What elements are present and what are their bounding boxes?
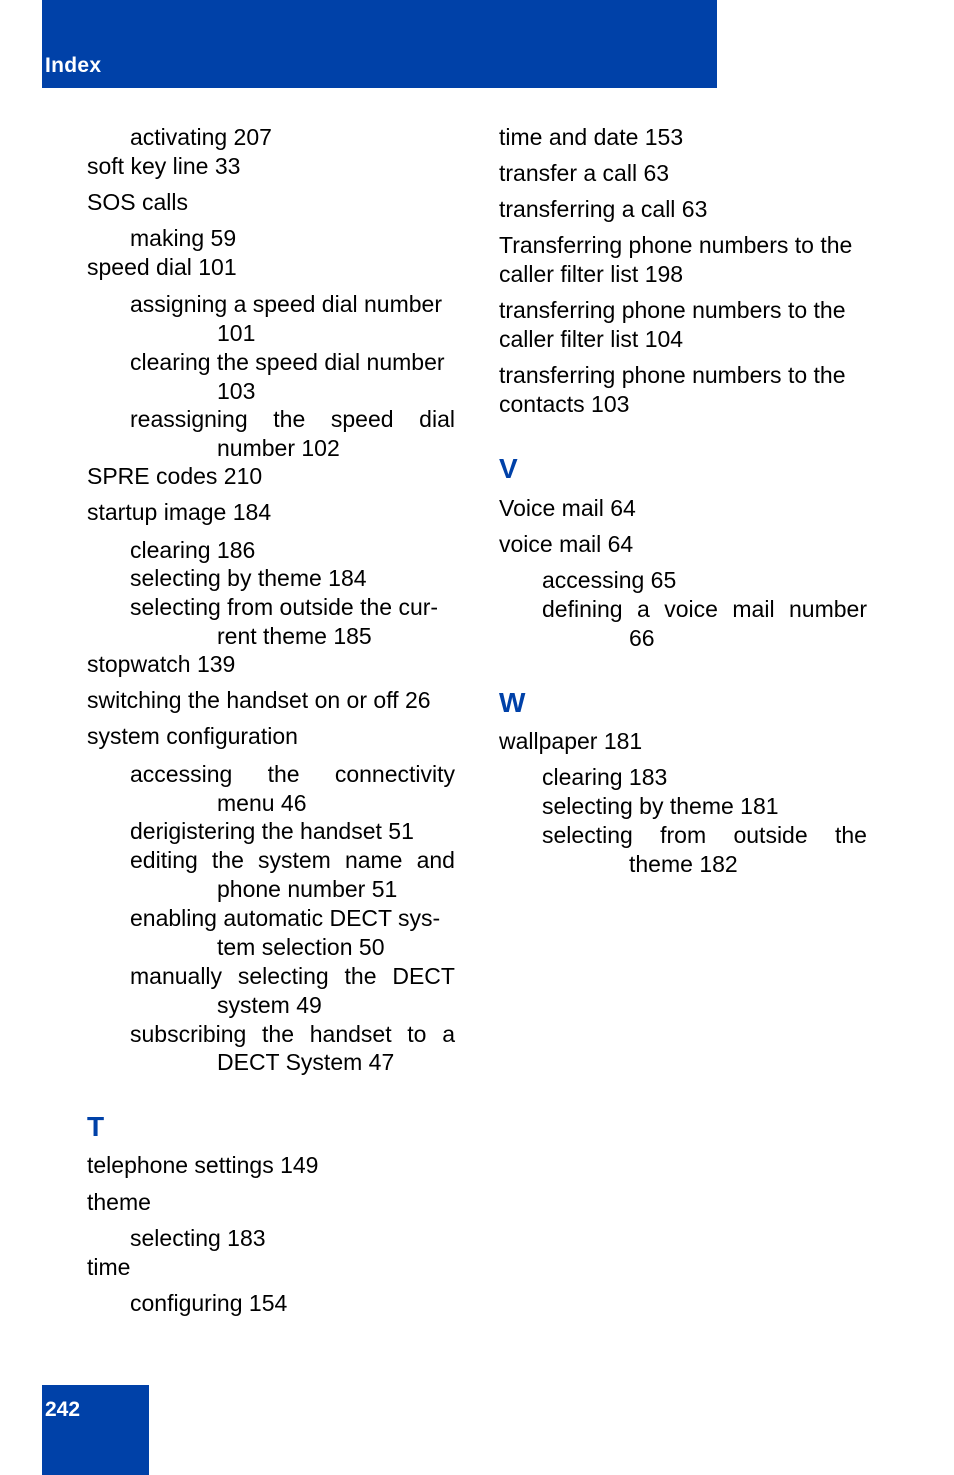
index-entry-continuation: caller filter list 104 bbox=[499, 326, 684, 352]
index-entry: SPRE codes 210 bbox=[87, 463, 263, 489]
index-entry: system configuration bbox=[87, 723, 298, 749]
index-entry: transferring phone numbers to the bbox=[499, 362, 846, 388]
index-subentry: reassigning the speed dial bbox=[130, 406, 455, 432]
index-subentry: editing the system name and bbox=[130, 847, 455, 873]
index-entry-continuation: contacts 103 bbox=[499, 391, 630, 417]
index-entry: theme bbox=[87, 1189, 151, 1215]
index-subentry: activating 207 bbox=[130, 124, 272, 150]
index-subentry: defining a voice mail number bbox=[542, 596, 867, 622]
index-subentry: configuring 154 bbox=[130, 1290, 288, 1316]
header-bar bbox=[42, 0, 717, 88]
index-entry-continuation: caller filter list 198 bbox=[499, 261, 684, 287]
index-subentry: making 59 bbox=[130, 225, 237, 251]
index-subentry: manually selecting the DECT bbox=[130, 963, 455, 989]
index-entry: soft key line 33 bbox=[87, 153, 241, 179]
index-subentry: selecting 183 bbox=[130, 1225, 266, 1251]
index-subentry: selecting by theme 181 bbox=[542, 793, 779, 819]
index-subentry: clearing 183 bbox=[542, 764, 668, 790]
index-subentry: selecting from outside the cur- bbox=[130, 594, 439, 620]
index-entry: time bbox=[87, 1254, 131, 1280]
page-number: 242 bbox=[45, 1398, 81, 1421]
page-header-title: Index bbox=[45, 54, 102, 77]
index-entry: switching the handset on or off 26 bbox=[87, 687, 431, 713]
index-entry: transferring phone numbers to the bbox=[499, 297, 846, 323]
index-entry: Voice mail 64 bbox=[499, 495, 636, 521]
index-subentry: selecting by theme 184 bbox=[130, 565, 367, 591]
index-entry: startup image 184 bbox=[87, 499, 272, 525]
index-entry: wallpaper 181 bbox=[499, 728, 643, 754]
index-subentry: selecting from outside the bbox=[542, 822, 867, 848]
index-entry: transferring a call 63 bbox=[499, 196, 708, 222]
index-entry: telephone settings 149 bbox=[87, 1152, 319, 1178]
index-subentry: enabling automatic DECT sys- bbox=[130, 905, 441, 931]
index-entry: Transferring phone numbers to the bbox=[499, 232, 853, 258]
index-subentry: accessing the connectivity bbox=[130, 761, 455, 787]
index-subentry: derigistering the handset 51 bbox=[130, 818, 414, 844]
index-entry: SOS calls bbox=[87, 189, 188, 215]
index-entry: transfer a call 63 bbox=[499, 160, 670, 186]
index-subentry: clearing the speed dial number bbox=[130, 349, 445, 375]
index-subentry: assigning a speed dial number bbox=[130, 291, 442, 317]
index-entry: time and date 153 bbox=[499, 124, 684, 150]
index-entry: stopwatch 139 bbox=[87, 651, 236, 677]
index-subentry: accessing 65 bbox=[542, 567, 677, 593]
index-letter-heading: T bbox=[87, 1111, 105, 1142]
index-subentry: clearing 186 bbox=[130, 537, 256, 563]
index-letter-heading: W bbox=[499, 687, 526, 718]
index-subentry: subscribing the handset to a bbox=[130, 1021, 455, 1047]
index-letter-heading: V bbox=[499, 453, 518, 484]
index-entry: speed dial 101 bbox=[87, 254, 237, 280]
index-entry: voice mail 64 bbox=[499, 531, 634, 557]
